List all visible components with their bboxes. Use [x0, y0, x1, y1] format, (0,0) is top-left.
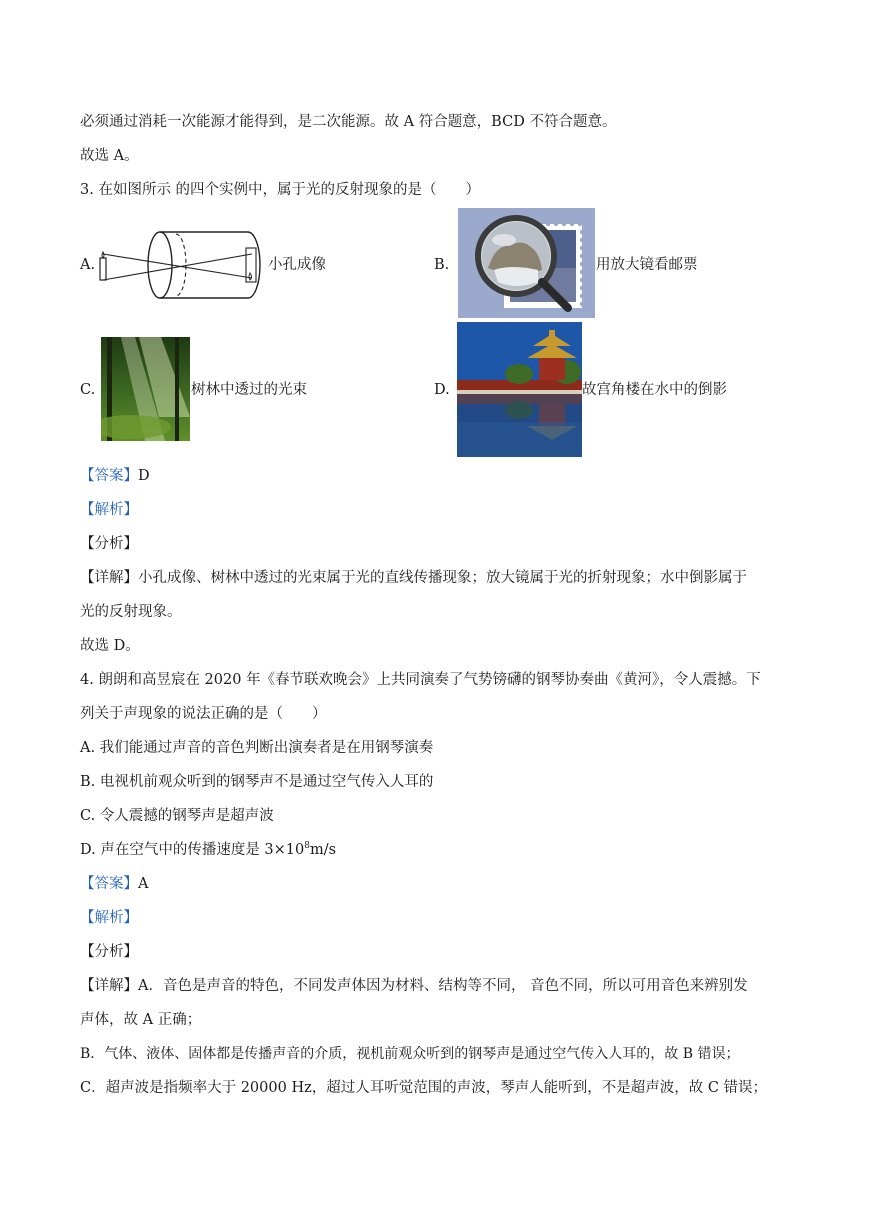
- q4-detail-b: B．气体、液体、固体都是传播声音的介质，视机前观众听到的钢琴声是通过空气传入人耳的，故 B 错误；: [80, 1046, 740, 1062]
- q4-answer: [80, 874, 148, 894]
- q4-detail-a: [80, 976, 748, 996]
- pinhole-camera-image: [98, 228, 268, 302]
- text-line: 必须通过消耗一次能源才能得到，是二次能源。故 A 符合题意，BCD 不符合题意。: [80, 114, 617, 130]
- unit: m/s: [310, 842, 337, 858]
- q4-option-b: B. 电视机前观众听到的钢琴声不是通过空气传入人耳的: [80, 774, 434, 790]
- option-a-caption: 小孔成像: [268, 257, 326, 273]
- answer-tag: 【答案】: [80, 876, 138, 892]
- option-c-letter: C.: [80, 382, 96, 398]
- answer-value: A: [138, 876, 149, 892]
- option-d-caption: 故宫角楼在水中的倒影: [582, 382, 727, 398]
- detail-text: A．音色是声音的特色，不同发声体因为材料、结构等不同， 音色不同，所以可用音色来辨别发: [138, 978, 748, 994]
- palace-reflection-image: [457, 322, 582, 457]
- question-4-stem: 4. 朗朗和高昱宸在 2020 年《春节联欢晚会》上共同演奏了气势镑礴的钢琴协奏曲《黄河》，令人震撼。下: [80, 672, 761, 688]
- q3-detail-line-2: 光的反射现象。: [80, 604, 182, 620]
- option-d-text: D. 声在空气中的传播速度是 3×10: [80, 842, 305, 858]
- answer-tag: 【答案】: [80, 468, 138, 484]
- option-d-letter: D.: [434, 382, 450, 398]
- q4-option-c: C. 令人震撼的钢琴声是超声波: [80, 808, 274, 824]
- answer-value: D: [138, 468, 150, 484]
- q4-analysis-tag: 【解析】: [80, 910, 138, 926]
- magnifier-stamp-image: [458, 208, 595, 318]
- option-c-caption: 树林中透过的光束: [191, 382, 307, 398]
- detail-text: 小孔成像、树林中透过的光束属于光的直线传播现象；放大镜属于光的折射现象；水中倒影属于: [138, 570, 747, 586]
- q4-option-a: A. 我们能通过声音的音色判断出演奏者是在用钢琴演奏: [80, 740, 434, 756]
- forest-light-image: [101, 337, 190, 441]
- q3-fenxi-tag: 【分析】: [80, 536, 138, 552]
- q3-detail-line: [80, 568, 747, 588]
- option-b-letter: B.: [434, 257, 450, 273]
- q3-analysis-tag: 【解析】: [80, 502, 138, 518]
- q3-conclusion: 故选 D。: [80, 638, 140, 654]
- q4-detail-c: C．超声波是指频率大于 20000 Hz，超过人耳听觉范围的声波，琴声人能听到，不是超声波，故 C 错误；: [80, 1080, 768, 1096]
- exponent: 8: [304, 841, 310, 851]
- option-b-caption: 用放大镜看邮票: [596, 257, 698, 273]
- q4-fenxi-tag: 【分析】: [80, 944, 138, 960]
- text-line: 故选 A。: [80, 148, 139, 164]
- option-a-letter: A.: [80, 257, 96, 273]
- q4-option-d: [80, 840, 336, 860]
- question-4-stem-2: 列关于声现象的说法正确的是（ ）: [80, 706, 327, 722]
- detail-tag: 【详解】: [80, 570, 138, 586]
- detail-tag: 【详解】: [80, 978, 138, 994]
- question-3-stem: 3. 在如图所示 的四个实例中，属于光的反射现象的是（ ）: [80, 182, 481, 198]
- q3-answer: [80, 466, 150, 486]
- q4-detail-a-2: 声体，故 A 正确；: [80, 1012, 202, 1028]
